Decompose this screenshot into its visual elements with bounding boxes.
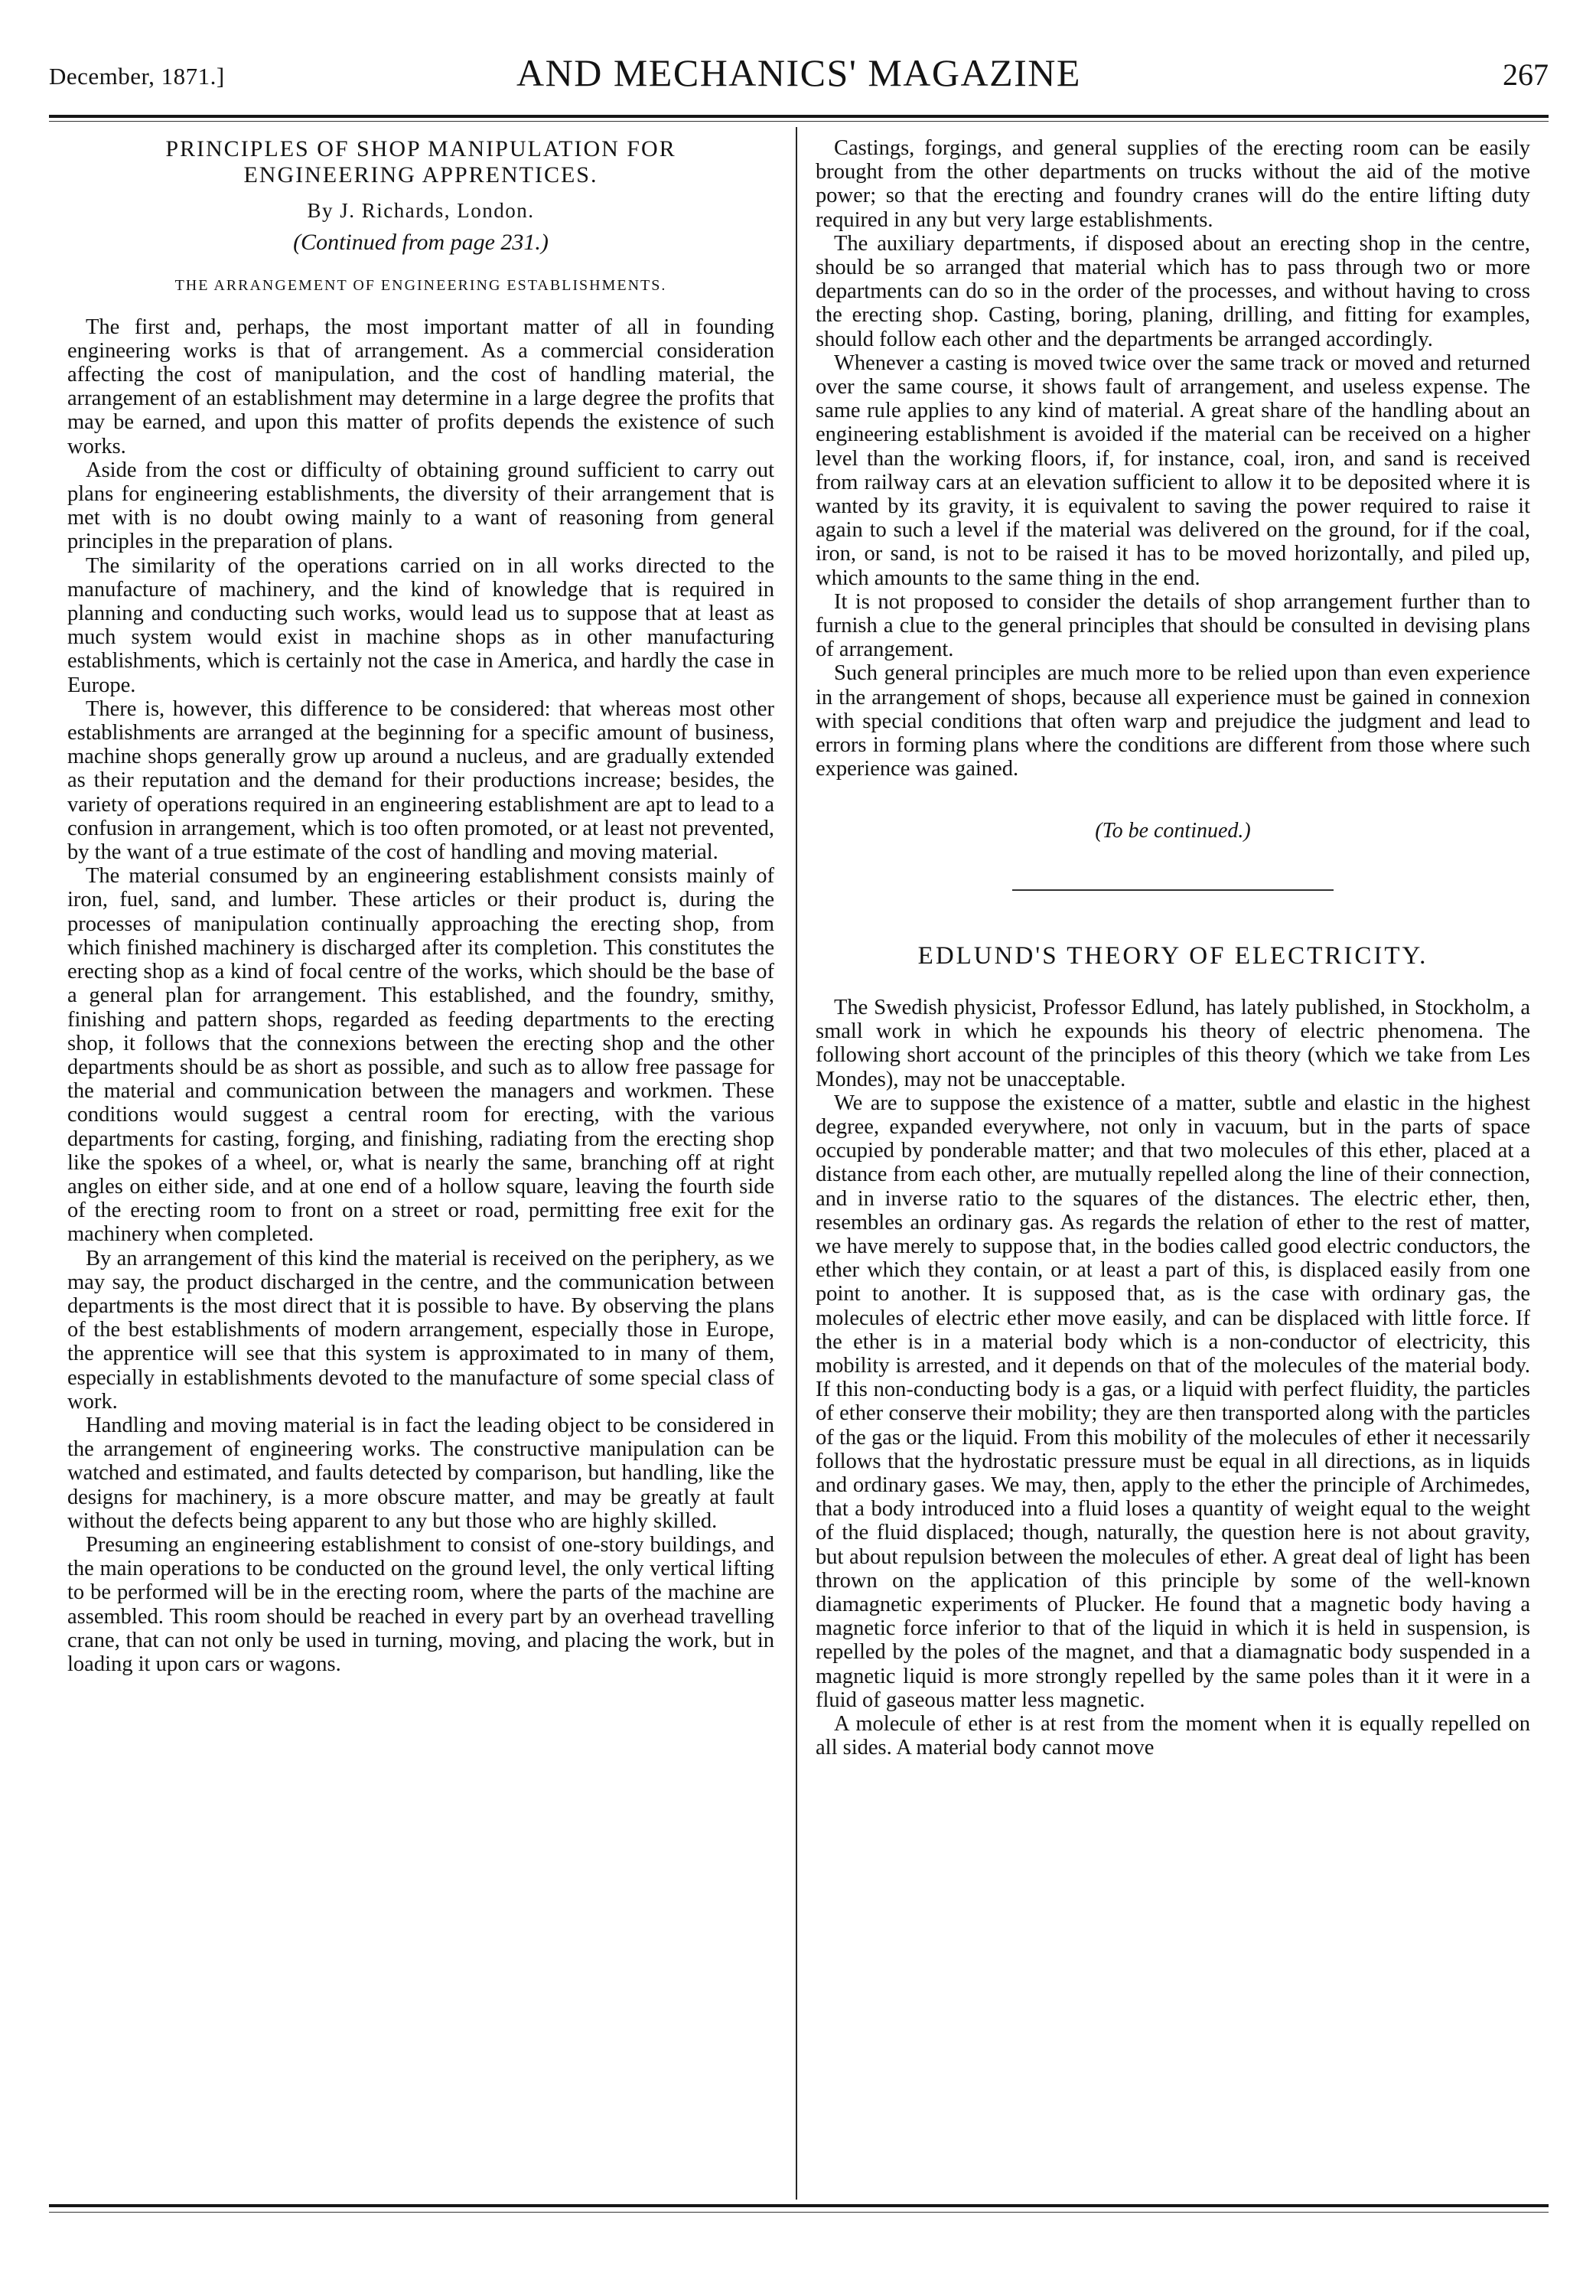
- paragraph: By an arrangement of this kind the material is received on the periphery, as we may say, the product discharged in the centre, and the communication between departments is the most direct that it is possible to have. By observing the plans of the best establishments of modern arrangement, especially those in Europe, the apprentice will see that this system is approximated to in many of them, especially in establishments devoted to the manufacture of some special class of work.: [67, 1246, 774, 1414]
- paragraph: The first and, perhaps, the most important matter of all in founding engineering works is that of arrangement. As a commercial consideration affecting the cost of manipulation, and the cost of handling material, the arrangement of an establishment may determine in a large degree the profits that may be earned, and upon this matter of profits depends the existence of such works.: [67, 315, 774, 458]
- header-rule-thin: [49, 121, 1549, 122]
- paragraph: The similarity of the operations carried on in all works directed to the manufacture of machinery, and the kind of knowledge that is required in planning and conducting such works, would lead us to suppose that at least as much system would exist in machine shops as in other manufacturing establishments, which is certainly not the case in America, and hardly the case in Europe.: [67, 553, 774, 697]
- paragraph: The material consumed by an engineering establishment consists mainly of iron, fuel, sand, and lumber. These articles or their product is, during the processes of manipulation continually approaching the erecting shop, from which finished machinery is discharged after its completion. This constitutes the erecting shop as a kind of focal centre of the works, which should be the base of a general plan for arrangement. This established, and the foundry, smithy, finishing and pattern shops, regarded as feeding departments to the erecting shop, it follows that the connexions between the erecting shop and the other departments should be as short as possible, and such as to allow free passage for the material and communication between the managers and workmen. These conditions would suggest a central room for erecting, with the various departments for casting, forging, and finishing, radiating from the erecting shop like the spokes of a wheel, or, what is nearly the same, branching off at right angles on either side, and at one end of a hollow square, leaving the fourth side of the erecting room to front on a street or road, permitting free exit for the machinery when completed.: [67, 864, 774, 1247]
- issue-date: December, 1871.]: [49, 63, 225, 90]
- paragraph: We are to suppose the existence of a matter, subtle and elastic in the highest degree, expanded everywhere, not only in vacuum, but in the parts of space occupied by ponderable matter; and that two molecules of this ether, placed at a distance from each other, are mutually repelled along the line of their connection, and in inverse ratio to the squares of the distances. The electric ether, then, resembles an ordinary gas. As regards the relation of ether to the rest of matter, we have merely to suppose that, in the bodies called good electric conductors, the ether which they contain, or at least a part of this, is displaced easily from one point to another. It is supposed that, as is the case with ordinary gas, the molecules of electric ether move easily, and can be displaced with little force. If the ether is in a material body which is a non-conductor of electricity, this mobility is arrested, and it depends on that of the molecules of the material body. If this non-conducting body is a gas, or a liquid with perfect fluidity, the particles of ether conserve their mobility; they are then transported along with the particles of the gas or the liquid. From this mobility of the molecules of ether it necessarily follows that the hydrostatic pressure must be equal in all directions, as in liquids and ordinary gases. We may, then, apply to the ether the principle of Archimedes, that a body introduced into a fluid loses a quantity of weight equal to the weight of the fluid displaced; though, naturally, the question here is not about gravity, but about repulsion between the molecules of ether. A great deal of light has been thrown on the application of this principle by some of the well-known diamagnetic experiments of Plucker. He found that a magnetic body having a magnetic force inferior to that of the liquid in which it is held in suspension, is repelled by the poles of the magnet, and that a diamagnatic body suspended in a magnetic liquid is more strongly repelled by the same poles than it it were in a fluid of gaseous matter less magnetic.: [816, 1091, 1530, 1712]
- paragraph: Presuming an engineering establishment to consist of one-story buildings, and the main operations to be conducted on the ground level, the only vertical lifting to be performed will be in the erecting room, where the parts of the machine are assembled. This room should be reached in every part by an overhead travelling crane, that can not only be used in turning, moving, and placing the work, but in loading it upon cars or wagons.: [67, 1532, 774, 1676]
- right-column: [816, 136, 1530, 2195]
- paragraph: Handling and moving material is in fact the leading object to be considered in the arrangement of engineering works. The constructive manipulation can be watched and estimated, and faults detected by comparison, but handling, like the designs for machinery, is a more obscure matter, and may be greatly at fault without the defects being apparent to any but those who are highly skilled.: [67, 1413, 774, 1533]
- footer-rule-thin: [49, 2212, 1549, 2213]
- left-column: [67, 136, 774, 2195]
- paragraph: A molecule of ether is at rest from the moment when it is equally repelled on all sides. A material body cannot move: [816, 1711, 1530, 1760]
- paragraph: Whenever a casting is moved twice over the same track or moved and returned over the same course, it shows fault of arrangement, and useless expense. The same rule applies to any kind of material. A great share of the handling about an engineering establishment is avoided if the material can be received on a higher level than the working floors, if, for instance, coal, iron, and sand is received from railway cars at an elevation sufficient to allow it to be deposited where it is wanted by its gravity, it is equivalent to saving the power required to raise it again to such a level if the material was delivered on the ground, for if the coal, iron, or sand, is not to be raised it has to be moved horizontally, and piled up, which amounts to the same thing in the end.: [816, 351, 1530, 590]
- paragraph: It is not proposed to consider the details of shop arrangement further than to furnish a clue to the general principles that should be consulted in devising plans of arrangement.: [816, 589, 1530, 662]
- paragraph: The auxiliary departments, if disposed about an erecting shop in the centre, should be so arranged that material which has to pass through two or more departments can do so in the order of the processes, and without having to cross the erecting shop. Casting, boring, planing, drilling, and fitting for examples, should follow each other and the departments be arranged accordingly.: [816, 231, 1530, 351]
- column-divider: [796, 127, 797, 2200]
- magazine-title: AND MECHANICS' MAGAZINE: [516, 51, 1081, 94]
- paragraph: The Swedish physicist, Professor Edlund, has lately published, in Stockholm, a small work in which he expounds his theory of electric phenomena. The following short account of the principles of this theory (which we take from Les Mondes), may not be unacceptable.: [816, 995, 1530, 1091]
- paragraph: Castings, forgings, and general supplies of the erecting room can be easily brought from the other departments on trucks without the aid of the motive power; so that the erecting and foundry cranes will do the entire lifting duty required in any but very large establishments.: [816, 136, 1530, 232]
- paragraph: Such general principles are much more to be relied upon than even experience in the arrangement of shops, because all experience must be gained in connexion with special conditions that often warp and prejudice the judgment and lead to errors in forming plans where the conditions are different from those where such experience was gained.: [816, 661, 1530, 781]
- page-header: [49, 46, 1549, 112]
- paragraph: Aside from the cost or difficulty of obtaining ground sufficient to carry out plans for engineering establishments, the diversity of their arrangement that is met with is no doubt owing mainly to a want of reasoning from general principles in the preparation of plans.: [67, 458, 774, 554]
- continued-note: (Continued from page 231.): [293, 230, 549, 256]
- article-title: PRINCIPLES OF SHOP MANIPULATION FOR ENGINEERING APPRENTICES.: [165, 136, 676, 188]
- page-number: 267: [1503, 57, 1549, 92]
- footer-rule: [49, 2204, 1549, 2207]
- section-heading: THE ARRANGEMENT OF ENGINEERING ESTABLISHMENTS.: [174, 277, 667, 295]
- to-be-continued-note: (To be continued.): [1095, 819, 1251, 843]
- article-byline: By J. Richards, London.: [307, 199, 535, 222]
- header-rule: [49, 115, 1549, 118]
- paragraph: There is, however, this difference to be considered: that whereas most other establishments are arranged at the beginning for a specific amount of business, machine shops generally grow up around a nucleus, and are gradually extended as their reputation and the demand for their productions increase; besides, the variety of operations required in an engineering establishment are apt to lead to a confusion in arrangement, which is too often promoted, or at least not prevented, by the want of a true estimate of the cost of handling and moving material.: [67, 696, 774, 865]
- article-separator-rule: [1012, 889, 1334, 891]
- article-title: EDLUND'S THEORY OF ELECTRICITY.: [917, 941, 1428, 970]
